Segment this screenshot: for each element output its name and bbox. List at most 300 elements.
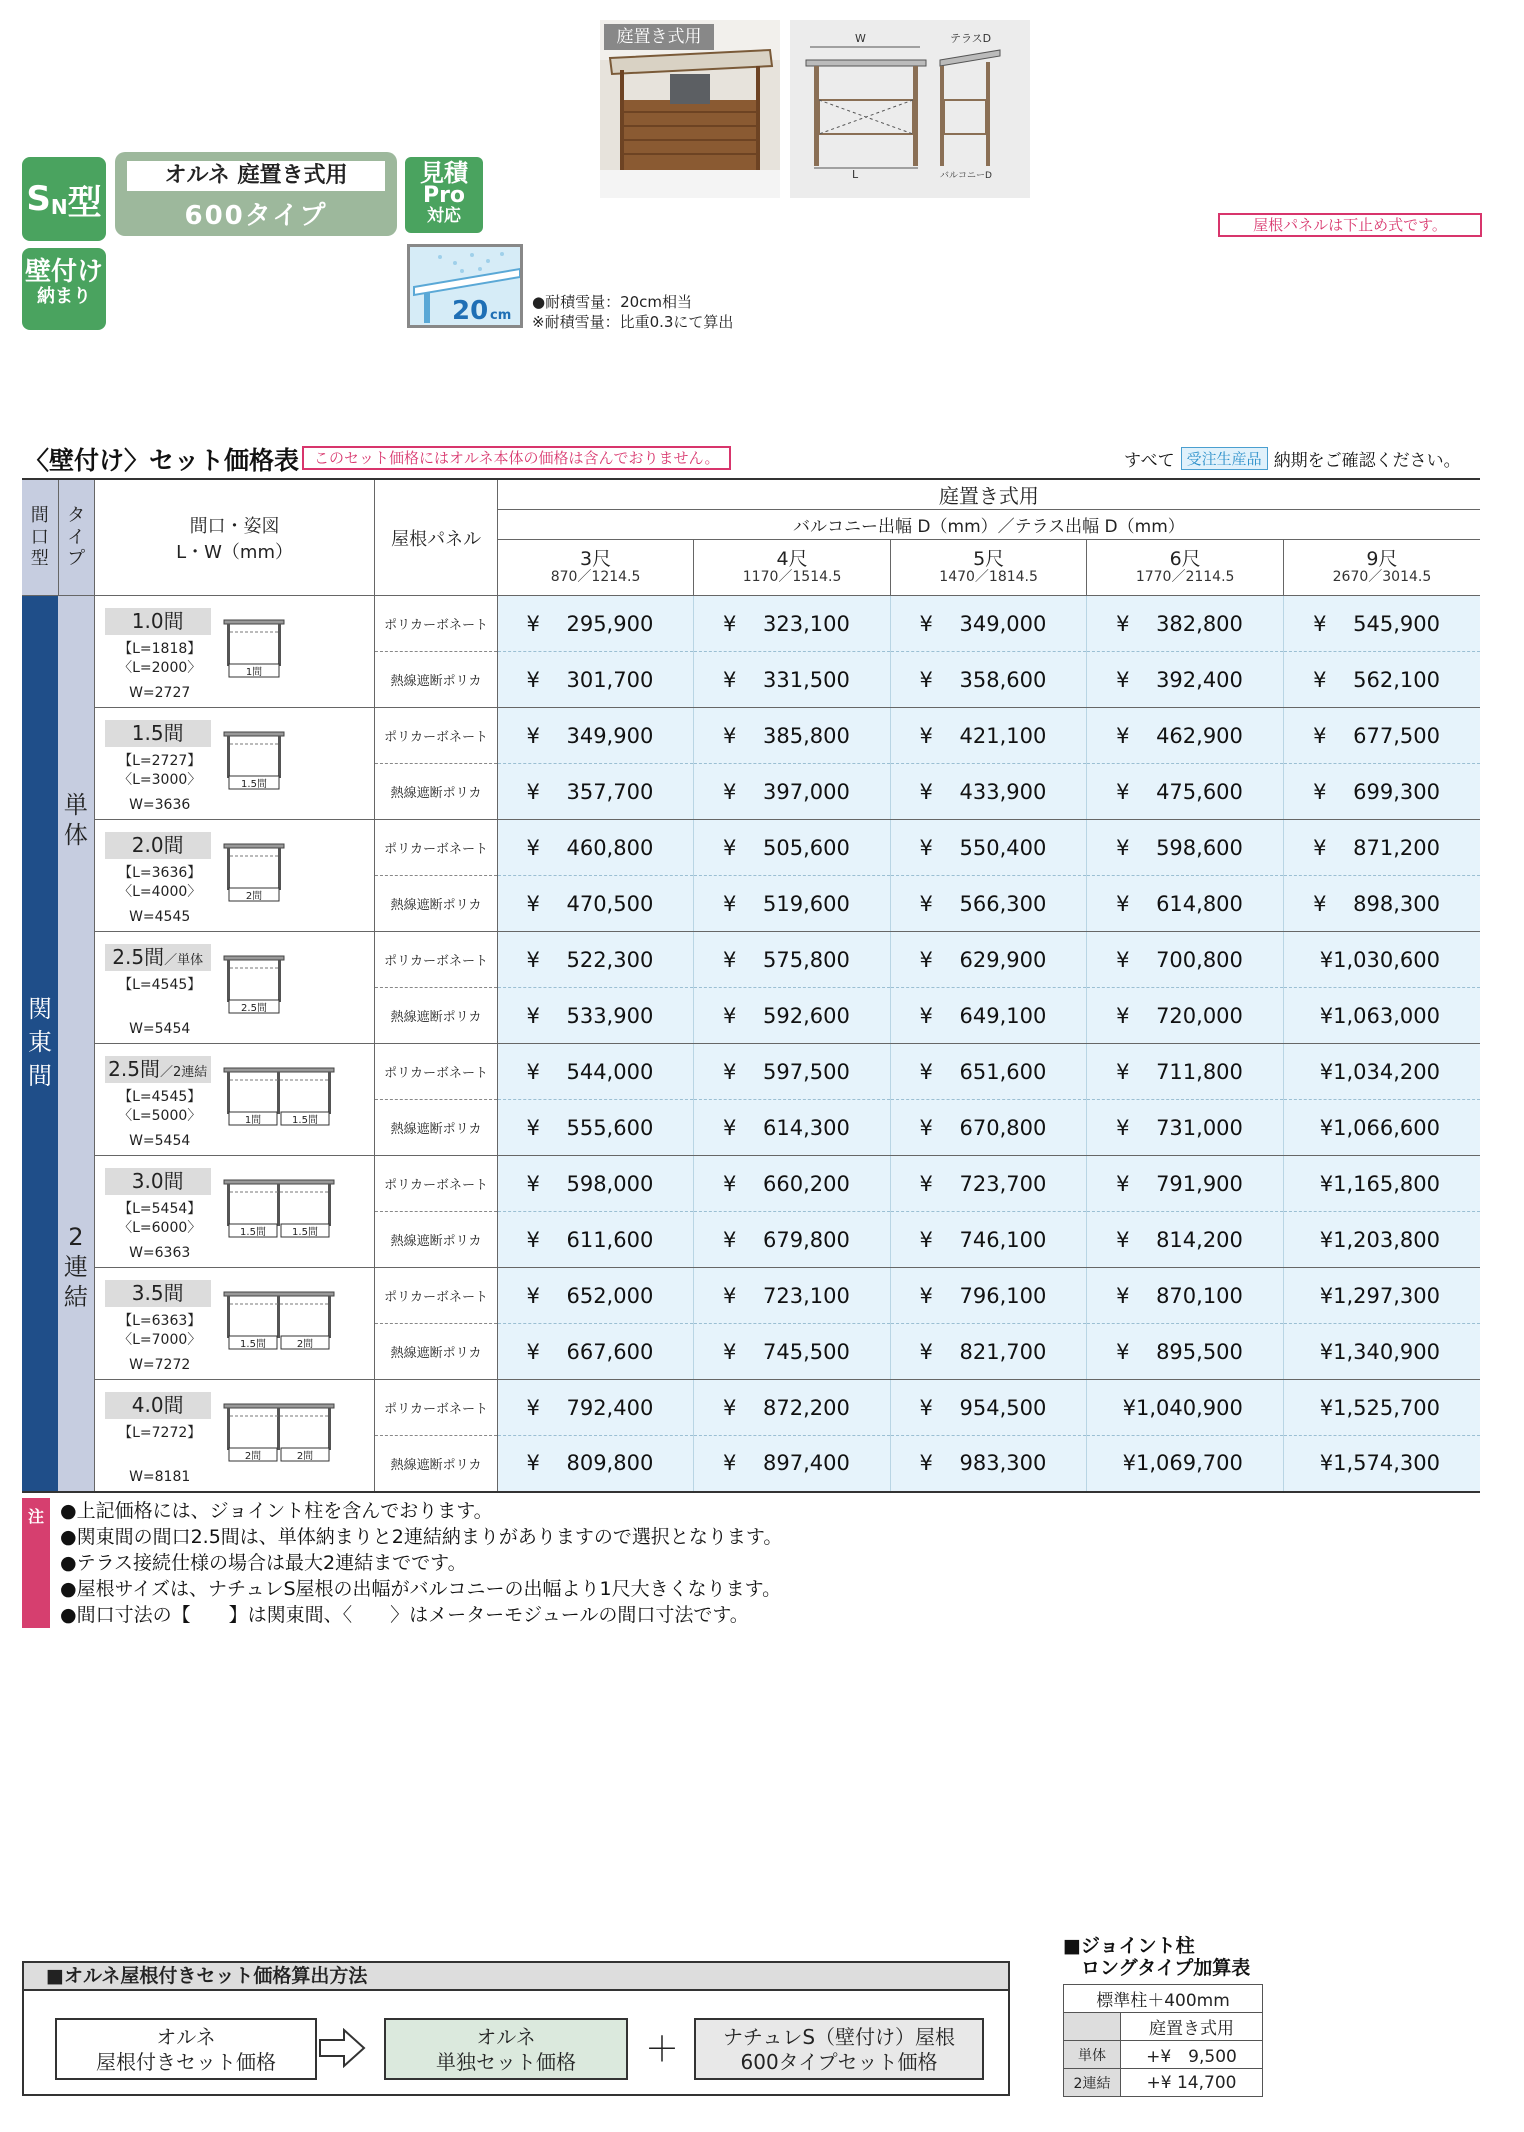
price-cell [890, 820, 1087, 876]
span-label: 1.5間 [291, 1227, 318, 1238]
price-value: 505,600 [763, 835, 850, 860]
yen-sign: ¥ [1319, 947, 1334, 972]
price-value: 1,297,300 [1333, 1283, 1440, 1308]
panel-heat-shield: 熱線遮断ポリカ [375, 764, 497, 820]
price-table [22, 478, 1480, 1493]
yen-sign: ¥ [1116, 947, 1130, 972]
price-cell [890, 1436, 1087, 1492]
section-note: このセット価格にはオルネ本体の価格は含んでおりません。 [302, 446, 731, 470]
type-double: 2 連 結 [58, 1044, 94, 1492]
price-cell [497, 1436, 694, 1492]
span-label: 2.5間 [240, 1003, 267, 1014]
yen-sign: ¥ [1122, 1451, 1137, 1476]
price-cell [890, 988, 1087, 1044]
price-cell [694, 1156, 891, 1212]
price-value: 649,100 [959, 1003, 1047, 1028]
price-cell [1283, 1268, 1480, 1324]
joint-row-label: 単体 [1064, 2041, 1121, 2069]
price-value: 598,000 [566, 1171, 654, 1196]
size-width: W=6363 [129, 1245, 191, 1261]
size-width: W=4545 [129, 909, 191, 925]
plus-icon: ＋ [645, 2030, 679, 2070]
price-value: 809,800 [566, 1451, 654, 1476]
price-value: 723,700 [959, 1171, 1047, 1196]
price-value: 566,300 [959, 891, 1047, 916]
yen-sign: ¥ [526, 835, 540, 860]
section-title: 〈壁付け〉セット価格表 [24, 446, 300, 475]
size-dims: 【L=4545】 [118, 977, 202, 993]
span-label: 1.5間 [239, 1339, 266, 1350]
panel-polycarbonate: ポリカーボネート [375, 1044, 497, 1100]
price-cell [890, 932, 1087, 988]
column-shaku: 6尺 [1169, 548, 1201, 571]
yen-sign: ¥ [526, 947, 540, 972]
price-value: 814,200 [1156, 1227, 1243, 1252]
yen-sign: ¥ [919, 1451, 933, 1476]
price-cell [694, 1044, 891, 1100]
yen-sign: ¥ [1116, 1171, 1130, 1196]
price-cell [497, 596, 694, 652]
size-width: W=8181 [129, 1468, 191, 1485]
drawing-terrace-label: テラスD [950, 32, 992, 45]
span-label: 1.5間 [291, 1115, 318, 1126]
yen-sign: ¥ [919, 1059, 933, 1084]
price-cell [1283, 988, 1480, 1044]
price-value: 598,600 [1156, 835, 1243, 860]
price-cell [1087, 652, 1284, 708]
size-name: 4.0間 [105, 1392, 211, 1419]
price-value: 720,000 [1156, 1003, 1243, 1028]
price-cell [890, 1156, 1087, 1212]
yen-sign: ¥ [1319, 1059, 1334, 1084]
price-cell [694, 708, 891, 764]
price-cell [694, 876, 891, 932]
span-label: 2間 [244, 1451, 261, 1462]
type-sn-badge: S N 型 [22, 157, 106, 241]
price-cell [890, 1100, 1087, 1156]
product-type: 600タイプ [184, 201, 328, 231]
price-cell [1087, 1436, 1284, 1492]
price-value: 1,165,800 [1333, 1171, 1440, 1196]
panel-heat-shield: 熱線遮断ポリカ [375, 1100, 497, 1156]
yen-sign: ¥ [1319, 1171, 1334, 1196]
calc-box-roof-price: ナチュレS（壁付け）屋根 600タイプセット価格 [694, 2018, 984, 2080]
header-size: 間口・姿図 L・W（mm） [94, 479, 375, 596]
price-value: 323,100 [763, 611, 850, 636]
price-value: 301,700 [566, 667, 654, 692]
yen-sign: ¥ [919, 1283, 933, 1308]
column-header [1283, 540, 1480, 596]
size-cell [94, 1380, 375, 1492]
price-value: 746,100 [959, 1227, 1047, 1252]
yen-sign: ¥ [723, 1115, 737, 1140]
price-value: 357,700 [566, 779, 654, 804]
yen-sign: ¥ [723, 1339, 737, 1364]
elevation-drawing [790, 20, 1030, 198]
price-cell [497, 988, 694, 1044]
size-name: 2.5間／単体 [105, 944, 211, 971]
yen-sign: ¥ [1116, 611, 1130, 636]
price-cell [890, 764, 1087, 820]
panel-polycarbonate: ポリカーボネート [375, 596, 497, 652]
arrow-right-icon [318, 2028, 366, 2072]
yen-sign: ¥ [1116, 1227, 1130, 1252]
price-value: 871,200 [1353, 835, 1440, 860]
size-cell [94, 1268, 375, 1380]
yen-sign: ¥ [1122, 1395, 1137, 1420]
wall-badge-line1: 壁付け [24, 257, 103, 287]
yen-sign: ¥ [1319, 1283, 1334, 1308]
price-cell [1087, 596, 1284, 652]
yen-sign: ¥ [526, 1059, 540, 1084]
panel-heat-shield: 熱線遮断ポリカ [375, 1324, 497, 1380]
yen-sign: ¥ [919, 947, 933, 972]
yen-sign: ¥ [1116, 779, 1130, 804]
table-row [22, 820, 1480, 876]
column-dims: 1170／1514.5 [742, 569, 842, 586]
mitsumori-pro-badge: 見積 Pro 対応 [405, 157, 483, 233]
yen-sign: ¥ [526, 1451, 540, 1476]
roof-panel-note: 屋根パネルは下止め式です。 [1218, 213, 1482, 237]
price-value: 629,900 [959, 947, 1047, 972]
price-value: 382,800 [1156, 611, 1243, 636]
size-name: 1.0間 [105, 608, 211, 635]
price-cell [890, 1044, 1087, 1100]
yen-sign: ¥ [919, 835, 933, 860]
price-cell [1087, 1268, 1284, 1324]
table-row [22, 596, 1480, 652]
price-cell [694, 652, 891, 708]
wall-mount-badge [22, 248, 106, 330]
yen-sign: ¥ [526, 667, 540, 692]
yen-sign: ¥ [1116, 835, 1130, 860]
price-cell [1087, 1380, 1284, 1436]
price-value: 331,500 [763, 667, 850, 692]
price-value: 954,500 [959, 1395, 1047, 1420]
calc-method-title: ■オルネ屋根付きセット価格算出方法 [22, 1961, 1010, 1991]
price-value: 872,200 [763, 1395, 850, 1420]
yen-sign: ¥ [1116, 1283, 1130, 1308]
joint-title: ■ジョイント柱 ロングタイプ加算表 [1063, 1935, 1251, 1979]
yen-sign: ¥ [1116, 1059, 1130, 1084]
size-name: 1.5間 [105, 720, 211, 747]
price-cell [890, 652, 1087, 708]
panel-heat-shield: 熱線遮断ポリカ [375, 988, 497, 1044]
size-dims: 【L=7272】 [118, 1425, 202, 1441]
price-value: 397,000 [763, 779, 850, 804]
price-value: 562,100 [1353, 667, 1440, 692]
drawing-l-label: L [852, 168, 859, 181]
price-value: 983,300 [959, 1451, 1047, 1476]
price-cell [1283, 1380, 1480, 1436]
price-cell [1283, 652, 1480, 708]
span-label: 2間 [245, 891, 262, 902]
column-header [497, 540, 694, 596]
price-value: 1,574,300 [1333, 1451, 1440, 1476]
yen-sign: ¥ [723, 1003, 737, 1028]
size-cell [94, 1156, 375, 1268]
price-cell [890, 1380, 1087, 1436]
price-cell [497, 708, 694, 764]
price-value: 870,100 [1156, 1283, 1243, 1308]
yen-sign: ¥ [1116, 667, 1130, 692]
product-name: オルネ 庭置き式用 [127, 161, 385, 191]
price-value: 1,340,900 [1333, 1339, 1440, 1364]
yen-sign: ¥ [526, 1283, 540, 1308]
yen-sign: ¥ [723, 1059, 737, 1084]
panel-heat-shield: 熱線遮断ポリカ [375, 876, 497, 932]
yen-sign: ¥ [1313, 667, 1327, 692]
price-value: 575,800 [763, 947, 850, 972]
yen-sign: ¥ [1313, 723, 1327, 748]
price-cell [1283, 820, 1480, 876]
price-value: 550,400 [959, 835, 1047, 860]
price-cell [1087, 764, 1284, 820]
price-value: 677,500 [1353, 723, 1440, 748]
note-item: ●屋根サイズは、ナチュレS屋根の出幅がバルコニーの出幅より1尺大きくなります。 [60, 1578, 782, 1600]
price-cell [890, 1268, 1087, 1324]
price-value: 433,900 [959, 779, 1047, 804]
snow-note-1: ●耐積雪量：20cm相当 [532, 293, 693, 311]
joint-row-value: +¥ 14,700 [1121, 2069, 1263, 2097]
price-value: 519,600 [763, 891, 850, 916]
price-cell [497, 1380, 694, 1436]
size-name: 3.5間 [105, 1280, 211, 1307]
price-cell [694, 1380, 891, 1436]
price-cell [497, 1212, 694, 1268]
price-value: 614,800 [1156, 891, 1243, 916]
price-cell [1283, 1044, 1480, 1100]
yen-sign: ¥ [723, 1283, 737, 1308]
price-value: 699,300 [1353, 779, 1440, 804]
price-cell [1087, 1100, 1284, 1156]
span-label: 1.5間 [240, 779, 267, 790]
size-diagram [223, 842, 285, 908]
price-value: 555,600 [566, 1115, 654, 1140]
price-value: 385,800 [763, 723, 850, 748]
yen-sign: ¥ [1116, 1003, 1130, 1028]
joint-col-header: 庭置き式用 [1121, 2013, 1263, 2041]
note-item: ●テラス接続仕様の場合は最大2連結までです。 [60, 1552, 467, 1574]
yen-sign: ¥ [919, 667, 933, 692]
price-value: 611,600 [566, 1227, 654, 1252]
price-cell [890, 708, 1087, 764]
price-cell [694, 932, 891, 988]
yen-sign: ¥ [1313, 891, 1327, 916]
price-value: 652,000 [566, 1283, 654, 1308]
size-diagram [223, 954, 285, 1020]
price-value: 475,600 [1156, 779, 1243, 804]
note-item: ●間口寸法の【 】は関東間、〈 〉はメーターモジュールの間口寸法です。 [60, 1604, 749, 1626]
yen-sign: ¥ [919, 1227, 933, 1252]
snow-load-icon [407, 244, 523, 328]
price-cell [694, 596, 891, 652]
price-value: 731,000 [1156, 1115, 1243, 1140]
yen-sign: ¥ [919, 1395, 933, 1420]
calc-box-set-price: オルネ 屋根付きセット価格 [55, 2018, 317, 2080]
yen-sign: ¥ [1116, 1339, 1130, 1364]
table-row [22, 1380, 1480, 1436]
table-row [22, 1044, 1480, 1100]
price-cell [1087, 820, 1284, 876]
yen-sign: ¥ [526, 611, 540, 636]
price-value: 821,700 [959, 1339, 1047, 1364]
drawing-balcony-label: バルコニーD [940, 171, 992, 181]
price-value: 897,400 [763, 1451, 850, 1476]
price-value: 1,034,200 [1333, 1059, 1440, 1084]
price-cell [890, 1324, 1087, 1380]
price-cell [1283, 1212, 1480, 1268]
yen-sign: ¥ [723, 891, 737, 916]
size-cell [94, 708, 375, 820]
price-value: 791,900 [1156, 1171, 1243, 1196]
joint-row-value: +¥ 9,500 [1121, 2041, 1263, 2069]
yen-sign: ¥ [723, 723, 737, 748]
panel-heat-shield: 熱線遮断ポリカ [375, 1212, 497, 1268]
price-cell [1283, 596, 1480, 652]
yen-sign: ¥ [526, 891, 540, 916]
note-item: ●上記価格には、ジョイント柱を含んでおります。 [60, 1500, 493, 1522]
column-dims: 2670／3014.5 [1332, 569, 1432, 586]
price-value: 544,000 [566, 1059, 654, 1084]
photo-caption: 庭置き式用 [604, 24, 714, 50]
price-value: 421,100 [959, 723, 1047, 748]
yen-sign: ¥ [919, 1171, 933, 1196]
price-cell [1087, 1156, 1284, 1212]
yen-sign: ¥ [919, 1003, 933, 1028]
column-header [694, 540, 891, 596]
yen-sign: ¥ [526, 779, 540, 804]
yen-sign: ¥ [919, 611, 933, 636]
price-value: 667,600 [566, 1339, 654, 1364]
snow-unit: cm [490, 308, 512, 323]
price-cell [1283, 764, 1480, 820]
price-value: 1,066,600 [1333, 1115, 1440, 1140]
note-item: ●関東間の間口2.5間は、単体納まりと2連結納まりがありますので選択となります。 [60, 1526, 783, 1548]
price-cell [890, 596, 1087, 652]
price-value: 1,063,000 [1333, 1003, 1440, 1028]
notes-mark: 注 [22, 1498, 50, 1628]
yen-sign: ¥ [723, 611, 737, 636]
price-cell [890, 1212, 1087, 1268]
size-diagram [223, 1066, 335, 1132]
price-cell [1087, 932, 1284, 988]
price-cell [1283, 1156, 1480, 1212]
price-cell [694, 1436, 891, 1492]
price-cell [694, 988, 891, 1044]
price-cell [1283, 708, 1480, 764]
price-cell [1283, 932, 1480, 988]
price-cell [497, 652, 694, 708]
yen-sign: ¥ [723, 1227, 737, 1252]
joint-table [1063, 1984, 1263, 2097]
header-roof-panel: 屋根パネル [375, 479, 497, 596]
type-single: 単 体 [58, 596, 94, 1044]
size-cell [94, 932, 375, 1044]
price-value: 1,069,700 [1136, 1451, 1243, 1476]
size-width: W=5454 [129, 1021, 191, 1037]
price-cell [497, 1044, 694, 1100]
size-dims: 【L=6363】 〈L=7000〉 [118, 1313, 202, 1348]
yen-sign: ¥ [1319, 1227, 1334, 1252]
size-cell [94, 596, 375, 708]
size-cell [94, 1044, 375, 1156]
panel-heat-shield: 熱線遮断ポリカ [375, 652, 497, 708]
price-cell [1283, 1324, 1480, 1380]
price-cell [1283, 1100, 1480, 1156]
yen-sign: ¥ [1319, 1339, 1334, 1364]
price-value: 462,900 [1156, 723, 1243, 748]
column-shaku: 4尺 [776, 548, 808, 571]
price-value: 470,500 [566, 891, 654, 916]
snow-notes [532, 292, 733, 332]
span-label: 1間 [245, 667, 262, 678]
yen-sign: ¥ [1319, 1451, 1334, 1476]
size-name: 2.0間 [105, 832, 211, 859]
yen-sign: ¥ [723, 947, 737, 972]
price-value: 723,100 [763, 1283, 850, 1308]
price-cell [497, 1268, 694, 1324]
price-cell [497, 1156, 694, 1212]
size-name: 2.5間／2連結 [105, 1056, 211, 1083]
price-value: 392,400 [1156, 667, 1243, 692]
header-interval-type: 間口型 [22, 479, 58, 596]
price-value: 1,203,800 [1333, 1227, 1440, 1252]
price-cell [1087, 708, 1284, 764]
yen-sign: ¥ [1116, 723, 1130, 748]
yen-sign: ¥ [1313, 835, 1327, 860]
size-dims: 【L=2727】 〈L=3000〉 [118, 753, 202, 788]
drawing-w-label: W [855, 32, 866, 45]
price-cell [1087, 1324, 1284, 1380]
table-row [22, 1156, 1480, 1212]
yen-sign: ¥ [1319, 1003, 1334, 1028]
yen-sign: ¥ [526, 1171, 540, 1196]
panel-polycarbonate: ポリカーボネート [375, 1380, 497, 1436]
price-cell [890, 876, 1087, 932]
price-value: 597,500 [763, 1059, 850, 1084]
table-row [22, 708, 1480, 764]
joint-row-label: 2連結 [1064, 2069, 1121, 2097]
column-shaku: 3尺 [580, 548, 612, 571]
yen-sign: ¥ [919, 779, 933, 804]
notes-list [60, 1498, 782, 1628]
price-cell [497, 1100, 694, 1156]
yen-sign: ¥ [1319, 1115, 1334, 1140]
column-shaku: 9尺 [1366, 548, 1398, 571]
price-cell [694, 764, 891, 820]
price-cell [497, 876, 694, 932]
calc-box-ornet-single: オルネ 単独セット価格 [384, 2018, 628, 2080]
price-value: 670,800 [959, 1115, 1047, 1140]
made-to-order-note [1124, 446, 1461, 471]
price-cell [694, 820, 891, 876]
price-cell [1283, 1436, 1480, 1492]
price-value: 745,500 [763, 1339, 850, 1364]
price-value: 358,600 [959, 667, 1047, 692]
price-cell [694, 1100, 891, 1156]
price-cell [694, 1324, 891, 1380]
yen-sign: ¥ [723, 1395, 737, 1420]
table-row [22, 1268, 1480, 1324]
price-cell [1283, 876, 1480, 932]
price-cell [497, 820, 694, 876]
price-cell [1087, 988, 1284, 1044]
span-label: 2間 [296, 1339, 313, 1350]
yen-sign: ¥ [526, 723, 540, 748]
yen-sign: ¥ [1116, 891, 1130, 916]
price-cell [694, 1212, 891, 1268]
